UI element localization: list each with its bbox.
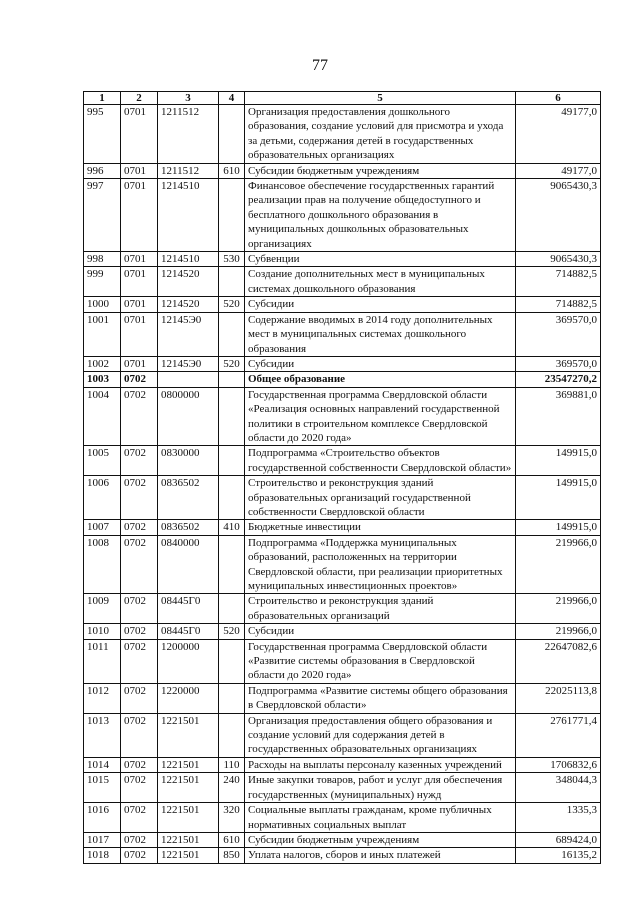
item-name-cell: Организация предоставления общего образования и создание условий для содержания детей в государственных образовательных организациях [245,713,516,757]
header-cell-section: 2 [121,92,158,105]
amount-cell: 369570,0 [516,312,601,356]
row-number-cell: 1002 [84,356,121,371]
table-row [84,803,601,833]
expense-type-cell [219,713,245,757]
item-name-cell: Субвенции [245,252,516,267]
header-cell-row-number: 1 [84,92,121,105]
target-code-cell: 0836502 [158,476,219,520]
item-name-cell: Создание дополнительных мест в муниципальных системах дошкольного образования [245,267,516,297]
table-row [84,520,601,535]
table-row [84,535,601,594]
amount-cell: 2761771,4 [516,713,601,757]
row-number-cell: 1001 [84,312,121,356]
target-code-cell: 1200000 [158,639,219,683]
target-code-cell: 12145Э0 [158,312,219,356]
expense-type-cell [219,594,245,624]
row-number-cell: 998 [84,252,121,267]
target-code-cell: 1221501 [158,848,219,863]
table-row [84,163,601,178]
section-cell: 0702 [121,535,158,594]
section-cell: 0702 [121,639,158,683]
table-row [84,267,601,297]
header-row [84,92,601,105]
item-name-cell: Субсидии бюджетным учреждениям [245,163,516,178]
amount-cell: 149915,0 [516,520,601,535]
page-number: 77 [312,57,328,74]
target-code-cell: 0830000 [158,446,219,476]
target-code-cell: 1214520 [158,297,219,312]
expense-type-cell [219,446,245,476]
expense-type-cell: 410 [219,520,245,535]
section-cell: 0702 [121,594,158,624]
target-code-cell: 08445Г0 [158,624,219,639]
amount-cell: 49177,0 [516,163,601,178]
header-cell-amount: 6 [516,92,601,105]
expense-type-cell: 320 [219,803,245,833]
expense-type-cell [219,105,245,164]
row-number-cell: 995 [84,105,121,164]
expense-type-cell [219,476,245,520]
section-cell: 0702 [121,832,158,847]
section-cell: 0701 [121,179,158,252]
table-row [84,594,601,624]
table-row [84,757,601,772]
expense-type-cell: 610 [219,832,245,847]
item-name-cell: Расходы на выплаты персоналу казенных учреждений [245,757,516,772]
target-code-cell: 1220000 [158,683,219,713]
amount-cell: 1706832,6 [516,757,601,772]
row-number-cell: 1018 [84,848,121,863]
row-number-cell: 1016 [84,803,121,833]
section-cell: 0701 [121,297,158,312]
table-row [84,639,601,683]
target-code-cell: 1221501 [158,713,219,757]
table-row [84,773,601,803]
section-cell: 0701 [121,163,158,178]
amount-cell: 689424,0 [516,832,601,847]
item-name-cell: Субсидии бюджетным учреждениям [245,832,516,847]
item-name-cell: Подпрограмма «Строительство объектов государственной собственности Свердловской области» [245,446,516,476]
target-code-cell: 1211512 [158,105,219,164]
section-cell: 0702 [121,848,158,863]
row-number-cell: 1017 [84,832,121,847]
target-code-cell: 1221501 [158,803,219,833]
item-name-cell: Уплата налогов, сборов и иных платежей [245,848,516,863]
table-row [84,312,601,356]
amount-cell: 1335,3 [516,803,601,833]
section-cell: 0702 [121,683,158,713]
item-name-cell: Субсидии [245,356,516,371]
table-row [84,848,601,863]
amount-cell: 9065430,3 [516,179,601,252]
row-number-cell: 1004 [84,387,121,446]
item-name-cell: Организация предоставления дошкольного образования, создание условий для присмотра и ухода за детьми, содержания детей в государственных образовательных организациях [245,105,516,164]
row-number-cell: 1011 [84,639,121,683]
expense-type-cell: 850 [219,848,245,863]
table-row [84,446,601,476]
row-number-cell: 1015 [84,773,121,803]
table-row [84,624,601,639]
target-code-cell: 1211512 [158,163,219,178]
table-row [84,683,601,713]
expense-type-cell [219,179,245,252]
row-number-cell: 997 [84,179,121,252]
row-number-cell: 1003 [84,372,121,387]
item-name-cell: Субсидии [245,297,516,312]
section-cell: 0702 [121,803,158,833]
amount-cell: 348044,3 [516,773,601,803]
amount-cell: 9065430,3 [516,252,601,267]
section-cell: 0702 [121,372,158,387]
section-cell: 0702 [121,757,158,772]
amount-cell: 149915,0 [516,476,601,520]
amount-cell: 219966,0 [516,535,601,594]
amount-cell: 23547270,2 [516,372,601,387]
section-cell: 0702 [121,624,158,639]
row-number-cell: 1012 [84,683,121,713]
amount-cell: 219966,0 [516,624,601,639]
target-code-cell: 1214510 [158,179,219,252]
header-cell-target-code: 3 [158,92,219,105]
row-number-cell: 999 [84,267,121,297]
amount-cell: 714882,5 [516,267,601,297]
target-code-cell: 1214510 [158,252,219,267]
table-row [84,372,601,387]
item-name-cell: Подпрограмма «Развитие системы общего образования в Свердловской области» [245,683,516,713]
target-code-cell [158,372,219,387]
expense-type-cell: 520 [219,297,245,312]
amount-cell: 369881,0 [516,387,601,446]
amount-cell: 22647082,6 [516,639,601,683]
item-name-cell: Субсидии [245,624,516,639]
item-name-cell: Подпрограмма «Поддержка муниципальных образований, расположенных на территории Свердловской области, при реализации приоритетных муниципальных инвестиционных проектов» [245,535,516,594]
amount-cell: 369570,0 [516,356,601,371]
expense-type-cell [219,639,245,683]
row-number-cell: 1009 [84,594,121,624]
amount-cell: 22025113,8 [516,683,601,713]
target-code-cell: 1221501 [158,773,219,803]
row-number-cell: 1014 [84,757,121,772]
section-cell: 0702 [121,476,158,520]
target-code-cell: 08445Г0 [158,594,219,624]
header-cell-expense-type: 4 [219,92,245,105]
budget-table [83,91,601,864]
section-cell: 0702 [121,713,158,757]
row-number-cell: 1010 [84,624,121,639]
section-cell: 0701 [121,312,158,356]
row-number-cell: 1000 [84,297,121,312]
item-name-cell: Строительство и реконструкция зданий образовательных организаций государственной собственности Свердловской области [245,476,516,520]
target-code-cell: 1221501 [158,757,219,772]
expense-type-cell [219,372,245,387]
row-number-cell: 996 [84,163,121,178]
amount-cell: 149915,0 [516,446,601,476]
item-name-cell: Иные закупки товаров, работ и услуг для обеспечения государственных (муниципальных) нужд [245,773,516,803]
expense-type-cell: 520 [219,356,245,371]
table-row [84,179,601,252]
expense-type-cell: 520 [219,624,245,639]
amount-cell: 16135,2 [516,848,601,863]
target-code-cell: 0840000 [158,535,219,594]
expense-type-cell [219,312,245,356]
item-name-cell: Строительство и реконструкция зданий образовательных организаций [245,594,516,624]
item-name-cell: Бюджетные инвестиции [245,520,516,535]
table-row [84,387,601,446]
amount-cell: 49177,0 [516,105,601,164]
section-cell: 0701 [121,252,158,267]
table-row [84,252,601,267]
section-cell: 0701 [121,356,158,371]
target-code-cell: 1214520 [158,267,219,297]
table-row [84,105,601,164]
item-name-cell: Государственная программа Свердловской области «Реализация основных направлений государственной политики в строительном комплексе Свердловской области до 2020 года» [245,387,516,446]
expense-type-cell [219,683,245,713]
section-cell: 0702 [121,446,158,476]
expense-type-cell: 610 [219,163,245,178]
expense-type-cell [219,267,245,297]
expense-type-cell: 240 [219,773,245,803]
item-name-cell: Финансовое обеспечение государственных гарантий реализации прав на получение общедоступного и бесплатного дошкольного образования в муниципальных дошкольных образовательных организациях [245,179,516,252]
expense-type-cell [219,387,245,446]
item-name-cell: Содержание вводимых в 2014 году дополнительных мест в муниципальных системах дошкольного образования [245,312,516,356]
table-row [84,832,601,847]
table-row [84,476,601,520]
table-row [84,713,601,757]
section-cell: 0702 [121,387,158,446]
table-row [84,356,601,371]
item-name-cell: Общее образование [245,372,516,387]
table-row [84,297,601,312]
header-cell-name: 5 [245,92,516,105]
expense-type-cell [219,535,245,594]
section-cell: 0701 [121,105,158,164]
row-number-cell: 1008 [84,535,121,594]
item-name-cell: Социальные выплаты гражданам, кроме публичных нормативных социальных выплат [245,803,516,833]
row-number-cell: 1013 [84,713,121,757]
table-body [84,105,601,864]
row-number-cell: 1005 [84,446,121,476]
expense-type-cell: 530 [219,252,245,267]
target-code-cell: 0836502 [158,520,219,535]
row-number-cell: 1006 [84,476,121,520]
expense-type-cell: 110 [219,757,245,772]
target-code-cell: 12145Э0 [158,356,219,371]
section-cell: 0702 [121,773,158,803]
target-code-cell: 0800000 [158,387,219,446]
row-number-cell: 1007 [84,520,121,535]
amount-cell: 714882,5 [516,297,601,312]
section-cell: 0702 [121,520,158,535]
target-code-cell: 1221501 [158,832,219,847]
section-cell: 0701 [121,267,158,297]
item-name-cell: Государственная программа Свердловской области «Развитие системы образования в Свердловской области до 2020 года» [245,639,516,683]
amount-cell: 219966,0 [516,594,601,624]
